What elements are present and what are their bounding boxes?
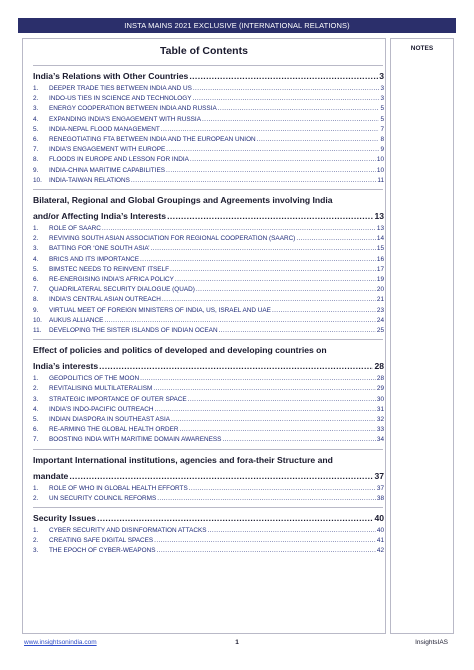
entry-number: 3. xyxy=(33,395,39,403)
entry-page: 20 xyxy=(376,286,384,294)
entry-number: 3. xyxy=(33,547,39,555)
entry-label: INDIA-NEPAL FLOOD MANAGEMENT xyxy=(49,125,160,133)
dot-leader xyxy=(296,234,376,243)
dot-leader xyxy=(69,470,373,482)
dot-leader xyxy=(157,494,376,503)
toc-item[interactable] xyxy=(33,155,384,164)
toc-item[interactable] xyxy=(33,384,384,393)
entry-number: 8. xyxy=(33,156,39,164)
entry-label: UN SECURITY COUNCIL REFORMS xyxy=(49,494,157,502)
section-divider xyxy=(33,189,383,190)
section-divider xyxy=(33,507,383,508)
entry-page: 30 xyxy=(376,395,384,403)
entry-number: 2. xyxy=(33,494,39,502)
entry-page: 32 xyxy=(376,416,384,423)
entry-label: BIMSTEC NEEDS TO REINVENT ITSELF xyxy=(49,265,170,273)
entry-page: 10 xyxy=(376,166,384,174)
dot-leader xyxy=(97,512,373,524)
entry-number: 1. xyxy=(33,527,39,534)
entry-label: India’s interests xyxy=(33,361,99,372)
section-divider xyxy=(33,65,383,66)
toc-title: Table of Contents xyxy=(160,45,248,57)
entry-label: DEEPER TRADE TIES BETWEEN INDIA AND US xyxy=(49,85,192,92)
toc-item[interactable] xyxy=(33,316,384,325)
dot-leader xyxy=(162,295,376,304)
entry-page: 25 xyxy=(376,327,384,334)
entry-page: 42 xyxy=(376,547,384,555)
entry-label: RE-ENERGISING INDIA’S AFRICA POLICY xyxy=(49,276,174,283)
toc-item[interactable] xyxy=(33,415,384,424)
entry-page: 41 xyxy=(376,537,384,545)
dot-leader xyxy=(102,224,376,233)
entry-label: BOOSTING INDIA WITH MARITIME DOMAIN AWARENESS xyxy=(49,436,222,444)
dot-leader xyxy=(218,104,380,113)
entry-number: 2. xyxy=(33,385,39,393)
entry-number: 1. xyxy=(33,225,39,232)
entry-number: 9. xyxy=(33,166,39,174)
dot-leader xyxy=(153,384,376,393)
entry-number: 4. xyxy=(33,255,39,263)
entry-label: INDIAN DIASPORA IN SOUTHEAST ASIA xyxy=(49,416,170,423)
toc-item[interactable] xyxy=(33,224,384,233)
dot-leader xyxy=(170,265,376,274)
entry-page: 33 xyxy=(376,426,384,434)
dot-leader xyxy=(167,210,373,222)
entry-number: 7. xyxy=(33,146,39,154)
toc-item[interactable] xyxy=(33,494,384,503)
dot-leader xyxy=(166,166,376,175)
entry-page: 19 xyxy=(376,276,384,283)
toc-item[interactable] xyxy=(33,374,384,383)
entry-page: 37 xyxy=(376,484,384,492)
entry-number: 5. xyxy=(33,416,39,423)
dot-leader xyxy=(155,405,376,414)
entry-page: 21 xyxy=(376,296,384,304)
dot-leader xyxy=(257,135,380,144)
entry-number: 3. xyxy=(33,105,39,113)
entry-number: 7. xyxy=(33,436,39,444)
entry-number: 1. xyxy=(33,375,39,383)
entry-number: 10. xyxy=(33,176,42,184)
entry-number: 6. xyxy=(33,426,39,434)
brand-name: InsightsIAS xyxy=(415,639,448,646)
dot-leader xyxy=(188,395,376,404)
entry-page: 34 xyxy=(376,436,384,444)
entry-number: 11. xyxy=(33,327,42,334)
toc-item[interactable] xyxy=(33,244,384,253)
entry-page: 38 xyxy=(376,494,384,502)
toc-item[interactable] xyxy=(33,306,384,315)
section-heading-cont[interactable] xyxy=(33,470,384,482)
dot-leader xyxy=(222,435,375,444)
entry-page: 31 xyxy=(376,405,384,413)
toc-item[interactable] xyxy=(33,395,384,404)
entry-label: THE EPOCH OF CYBER-WEAPONS xyxy=(49,547,156,555)
section-heading[interactable]: Effect of policies and politics of developed and developing countries on xyxy=(33,345,327,356)
entry-number: 1. xyxy=(33,85,39,92)
entry-label: CREATING SAFE DIGITAL SPACES xyxy=(49,537,154,545)
entry-page: 13 xyxy=(374,211,384,221)
toc-item[interactable] xyxy=(33,94,384,103)
section-divider xyxy=(33,449,383,450)
entry-label: INDO-US TIES IN SCIENCE AND TECHNOLOGY xyxy=(49,95,192,103)
entry-label: DEVELOPING THE SISTER ISLANDS OF INDIAN OCEAN xyxy=(49,327,218,334)
dot-leader xyxy=(189,484,376,493)
entry-label: RENEGOTIATING FTA BETWEEN INDIA AND THE EUROPEAN UNION xyxy=(49,136,256,143)
entry-page: 23 xyxy=(376,306,384,314)
entry-page: 14 xyxy=(376,235,384,243)
section-heading[interactable]: Important International institutions, agencies and fora-their Structure and xyxy=(33,454,333,465)
dot-leader xyxy=(99,360,373,372)
entry-page: 7 xyxy=(380,125,384,133)
dot-leader xyxy=(131,176,377,185)
toc-item[interactable] xyxy=(33,176,384,185)
entry-number: 2. xyxy=(33,235,39,243)
entry-page: 29 xyxy=(376,385,384,393)
toc-item[interactable] xyxy=(33,115,384,124)
entry-number: 5. xyxy=(33,265,39,273)
dot-leader xyxy=(104,316,376,325)
toc-item[interactable] xyxy=(33,435,384,444)
section-heading-cont[interactable] xyxy=(33,360,384,372)
dot-leader xyxy=(140,255,376,264)
footer xyxy=(18,636,456,652)
toc-item[interactable] xyxy=(33,326,384,335)
section-heading[interactable] xyxy=(33,70,384,82)
entry-label: GEOPOLITICS OF THE MOON xyxy=(49,375,140,383)
entry-page: 3 xyxy=(379,71,384,81)
entry-number: 2. xyxy=(33,95,39,103)
entry-number: 2. xyxy=(33,537,39,545)
toc-item[interactable] xyxy=(33,234,384,243)
section-divider xyxy=(33,339,383,340)
dot-leader xyxy=(171,415,376,424)
entry-number: 7. xyxy=(33,286,39,294)
toc-item[interactable] xyxy=(33,405,384,414)
dot-leader xyxy=(175,275,376,284)
entry-label: INDIA-CHINA MARITIME CAPABILITIES xyxy=(49,166,165,174)
entry-page: 24 xyxy=(376,316,384,324)
toc-item[interactable] xyxy=(33,84,384,93)
dot-leader xyxy=(140,374,376,383)
toc-item[interactable] xyxy=(33,166,384,175)
entry-label: ROLE OF SAARC xyxy=(49,225,101,232)
entry-page: 37 xyxy=(374,470,384,481)
entry-label: QUADRILATERAL SECURITY DIALOGUE (QUAD) xyxy=(49,286,195,294)
entry-page: 28 xyxy=(374,361,384,372)
entry-label: REVIVING SOUTH ASIAN ASSOCIATION FOR REGIONAL COOPERATION (SAARC) xyxy=(49,235,296,243)
dot-leader xyxy=(161,125,380,134)
entry-page: 10 xyxy=(376,156,384,164)
dot-leader xyxy=(189,70,378,82)
dot-leader xyxy=(196,285,376,294)
dot-leader xyxy=(151,244,376,253)
entry-label: INDIA-TAIWAN RELATIONS xyxy=(49,176,130,184)
dot-leader xyxy=(193,84,380,93)
page-number: 1 xyxy=(235,639,239,646)
toc-item[interactable] xyxy=(33,285,384,294)
entry-page: 28 xyxy=(376,375,384,383)
entry-label: STRATEGIC IMPORTANCE OF OUTER SPACE xyxy=(49,395,187,403)
dot-leader xyxy=(219,326,376,335)
entry-label: BRICS AND ITS IMPORTANCE xyxy=(49,255,139,263)
dot-leader xyxy=(202,115,379,124)
entry-number: 6. xyxy=(33,136,39,143)
toc-item[interactable] xyxy=(33,135,384,144)
header-bar: INSTA MAINS 2021 EXCLUSIVE (INTERNATIONAL RELATIONS) xyxy=(18,18,456,33)
entry-number: 9. xyxy=(33,306,39,314)
entry-label: India’s Relations with Other Countries xyxy=(33,71,189,81)
toc-item[interactable] xyxy=(33,484,384,493)
dot-leader xyxy=(193,94,380,103)
entry-label: ENERGY COOPERATION BETWEEN INDIA AND RUSSIA xyxy=(49,105,217,113)
toc-item[interactable] xyxy=(33,104,384,113)
entry-number: 10. xyxy=(33,316,42,324)
entry-label: VIRTUAL MEET OF FOREIGN MINISTERS OF INDIA, US, ISRAEL AND UAE xyxy=(49,306,271,314)
entry-page: 5 xyxy=(380,115,384,123)
entry-label: EXPANDING INDIA’S ENGAGEMENT WITH RUSSIA xyxy=(49,115,201,123)
dot-leader xyxy=(166,145,379,154)
entry-page: 16 xyxy=(376,255,384,263)
entry-number: 6. xyxy=(33,276,39,283)
entry-page: 15 xyxy=(376,245,384,253)
entry-label: REVITALISING MULTILATERALISM xyxy=(49,385,153,393)
entry-page: 40 xyxy=(376,527,384,534)
entry-page: 13 xyxy=(376,225,384,232)
notes-panel xyxy=(390,38,454,634)
entry-number: 4. xyxy=(33,405,39,413)
entry-label: FLOODS IN EUROPE AND LESSON FOR INDIA xyxy=(49,156,189,164)
document-page xyxy=(18,18,456,654)
notes-title: NOTES xyxy=(410,45,434,52)
section-heading[interactable]: Bilateral, Regional and Global Groupings and Agreements involving India xyxy=(33,195,333,205)
entry-label: INDIA’S INDO-PACIFIC OUTREACH xyxy=(49,405,154,413)
dot-leader xyxy=(190,155,376,164)
toc-item[interactable] xyxy=(33,125,384,134)
entry-label: BATTING FOR ‘ONE SOUTH ASIA’ xyxy=(49,245,150,253)
entry-label: RE-ARMING THE GLOBAL HEALTH ORDER xyxy=(49,426,179,434)
toc-item[interactable] xyxy=(33,526,384,535)
dot-leader xyxy=(157,546,376,555)
entry-label: Security Issues xyxy=(33,513,97,523)
entry-page: 5 xyxy=(380,105,384,113)
entry-number: 8. xyxy=(33,296,39,304)
dot-leader xyxy=(180,425,376,434)
entry-page: 3 xyxy=(380,85,384,92)
toc-item[interactable] xyxy=(33,145,384,154)
toc-item[interactable] xyxy=(33,265,384,274)
entry-number: 3. xyxy=(33,245,39,253)
entry-page: 40 xyxy=(374,513,384,523)
toc-item[interactable] xyxy=(33,295,384,304)
entry-label: AUKUS ALLIANCE xyxy=(49,316,104,324)
website-link[interactable]: www.insightsonindia.com xyxy=(24,639,97,646)
entry-label: CYBER SECURITY AND DISINFORMATION ATTACKS xyxy=(49,527,207,534)
entry-page: 11 xyxy=(377,176,384,184)
dot-leader xyxy=(154,536,376,545)
toc-item[interactable] xyxy=(33,275,384,284)
toc-item[interactable] xyxy=(33,255,384,264)
entry-number: 4. xyxy=(33,115,39,123)
entry-label: and/or Affecting India’s Interests xyxy=(33,211,167,221)
dot-leader xyxy=(272,306,376,315)
entry-label: mandate xyxy=(33,470,69,481)
entry-number: 1. xyxy=(33,484,39,492)
section-heading-cont[interactable] xyxy=(33,210,384,222)
toc-item[interactable] xyxy=(33,425,384,434)
section-heading[interactable] xyxy=(33,512,384,524)
entry-page: 8 xyxy=(380,136,384,143)
entry-label: ROLE OF WHO IN GLOBAL HEALTH EFFORTS xyxy=(49,484,188,492)
entry-label: INDIA’S CENTRAL ASIAN OUTREACH xyxy=(49,296,161,304)
toc-item[interactable] xyxy=(33,536,384,545)
dot-leader xyxy=(208,526,376,535)
entry-page: 3 xyxy=(380,95,384,103)
entry-label: INDIA’S ENGAGEMENT WITH EUROPE xyxy=(49,146,166,154)
entry-page: 17 xyxy=(376,265,384,273)
entry-number: 5. xyxy=(33,125,39,133)
entry-page: 9 xyxy=(380,146,384,154)
toc-item[interactable] xyxy=(33,546,384,555)
toc-panel xyxy=(22,38,386,634)
